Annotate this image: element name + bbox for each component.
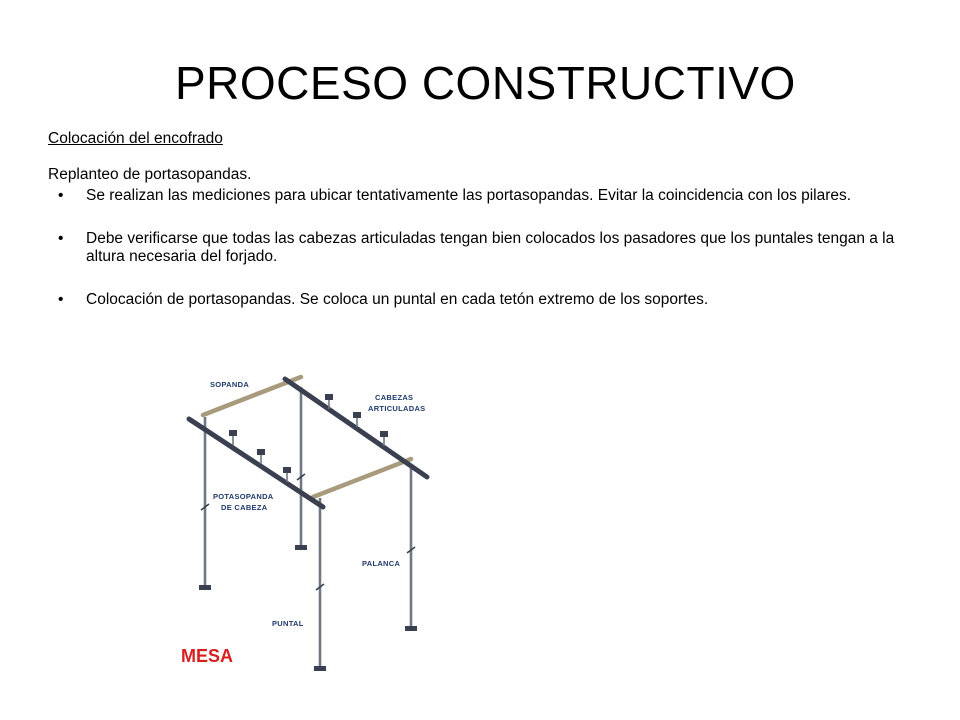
label-palanca: PALANCA	[362, 559, 401, 568]
label-puntal: PUNTAL	[272, 619, 304, 628]
formwork-illustration	[175, 365, 455, 680]
label-sopanda: SOPANDA	[210, 380, 250, 389]
articulated-head	[325, 394, 333, 400]
slide-body	[48, 130, 918, 334]
bullet-text: Debe verificarse que todas las cabezas articuladas tengan bien colocados los pasadores que los puntales tengan a la altura necesaria del forjado.	[86, 230, 895, 265]
articulated-head-stems	[233, 400, 384, 482]
base-plate	[295, 545, 307, 550]
label-de-cabeza: DE CABEZA	[221, 503, 268, 512]
bullet-item	[48, 291, 918, 309]
articulated-head	[283, 467, 291, 473]
bullet-dot: •	[58, 187, 64, 204]
bullet-text: Colocación de portasopandas. Se coloca un puntal en cada tetón extremo de los soportes.	[86, 291, 709, 308]
section-subheading: Colocación del encofrado	[48, 130, 223, 147]
label-mesa: MESA	[181, 646, 234, 666]
label-portasopanda: POTASOPANDA	[213, 492, 274, 501]
articulated-head	[353, 412, 361, 418]
sopanda-beam-front	[313, 459, 411, 497]
props	[205, 387, 414, 668]
articulated-head	[257, 449, 265, 455]
bullet-text: Se realizan las mediciones para ubicar tentativamente las portasopandas. Evitar la coincidencia con los pilares.	[86, 187, 852, 204]
articulated-head	[229, 430, 237, 436]
bullet-dot: •	[58, 291, 64, 308]
slide-title: PROCESO CONSTRUCTIVO	[175, 57, 796, 109]
base-plate	[199, 585, 211, 590]
base-plate	[405, 626, 417, 631]
lead-text: Replanteo de portasopandas.	[48, 166, 252, 183]
bullet-dot: •	[58, 230, 64, 247]
label-articuladas: ARTICULADAS	[368, 404, 426, 413]
base-plate	[314, 666, 326, 671]
label-cabezas: CABEZAS	[375, 393, 414, 402]
bullet-item	[48, 230, 918, 266]
formwork-diagram	[175, 365, 455, 680]
bullet-list	[48, 187, 918, 309]
bullet-item	[48, 187, 918, 205]
articulated-head	[380, 431, 388, 437]
